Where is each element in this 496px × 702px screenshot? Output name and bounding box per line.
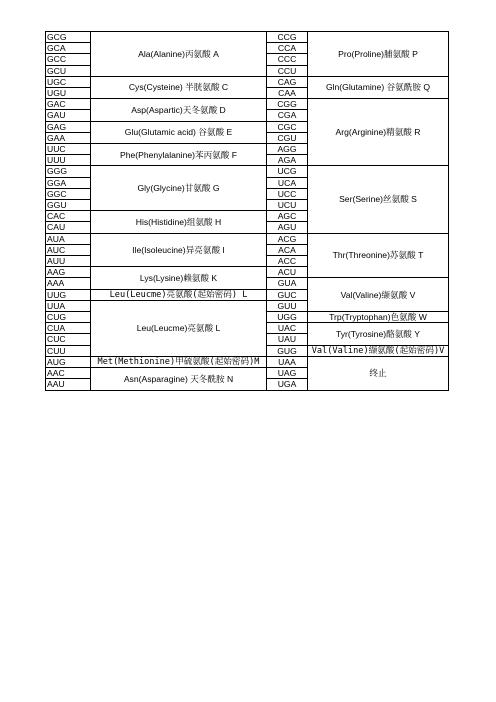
codon-cell: UCA — [267, 177, 308, 188]
codon-cell: CUG — [46, 312, 91, 323]
amino-acid-cell: Gly(Glycine)甘氨酸 G — [91, 166, 267, 211]
codon-cell: CAA — [267, 88, 308, 99]
codon-cell: CGG — [267, 99, 308, 110]
codon-cell: UUA — [46, 300, 91, 311]
codon-cell: AGA — [267, 155, 308, 166]
table-row — [46, 166, 449, 177]
amino-acid-cell: Ala(Alanine)丙氨酸 A — [91, 32, 267, 77]
codon-cell: GGU — [46, 200, 91, 211]
codon-cell: UUG — [46, 289, 91, 300]
amino-acid-cell: Ser(Serine)丝氨酸 S — [308, 166, 449, 233]
amino-acid-cell: Glu(Glutamic acid) 谷氨酸 E — [91, 121, 267, 143]
amino-acid-cell: Gln(Glutamine) 谷氨酰胺 Q — [308, 76, 449, 98]
codon-cell: AGC — [267, 211, 308, 222]
codon-cell: UAG — [267, 368, 308, 379]
amino-acid-cell: Leu(Leucme)亮氨酸(起始密码) L — [91, 289, 267, 300]
codon-cell: UAU — [267, 334, 308, 345]
amino-acid-cell: Lys(Lysine)赖氨酸 K — [91, 267, 267, 289]
codon-cell: ACC — [267, 256, 308, 267]
codon-cell: UGG — [267, 312, 308, 323]
codon-cell: GAU — [46, 110, 91, 121]
codon-cell: CCA — [267, 43, 308, 54]
codon-cell: ACG — [267, 233, 308, 244]
table-row — [46, 76, 449, 87]
codon-cell: ACU — [267, 267, 308, 278]
codon-cell: UGC — [46, 76, 91, 87]
table-row — [46, 32, 449, 43]
amino-acid-cell: Val(Valine)缬氨酸 V — [308, 278, 449, 312]
codon-cell: UUC — [46, 144, 91, 155]
amino-acid-cell: Asn(Asparagine) 天冬酰胺 N — [91, 368, 267, 390]
codon-table — [45, 31, 449, 391]
codon-cell: GGG — [46, 166, 91, 177]
amino-acid-cell: Trp(Tryptophan)色氨酸 W — [308, 312, 449, 323]
amino-acid-cell: Thr(Threonine)苏氨酸 T — [308, 233, 449, 278]
codon-cell: GCU — [46, 65, 91, 76]
codon-cell: AUC — [46, 244, 91, 255]
codon-cell: GUU — [267, 300, 308, 311]
codon-cell: AAA — [46, 278, 91, 289]
table-row — [46, 99, 449, 110]
codon-cell: GCC — [46, 54, 91, 65]
amino-acid-cell: Met(Methionine)甲硫氨酸(起始密码)M — [91, 356, 267, 367]
codon-cell: CGU — [267, 132, 308, 143]
codon-cell: GUA — [267, 278, 308, 289]
codon-cell: GUG — [267, 345, 308, 356]
codon-cell: CCU — [267, 65, 308, 76]
codon-cell: UGA — [267, 379, 308, 390]
codon-cell: UGU — [46, 88, 91, 99]
codon-cell: CAC — [46, 211, 91, 222]
codon-cell: UAA — [267, 356, 308, 367]
amino-acid-cell: Cys(Cysteine) 半胱氨酸 C — [91, 76, 267, 98]
codon-cell: CUU — [46, 345, 91, 356]
codon-cell: GAC — [46, 99, 91, 110]
amino-acid-cell: His(Histidine)组氨酸 H — [91, 211, 267, 233]
codon-cell: UCU — [267, 200, 308, 211]
table-row — [46, 233, 449, 244]
codon-cell: AAG — [46, 267, 91, 278]
codon-cell: AUA — [46, 233, 91, 244]
amino-acid-cell: Leu(Leucme)亮氨酸 L — [91, 300, 267, 356]
codon-cell: GUC — [267, 289, 308, 300]
codon-cell: CAU — [46, 222, 91, 233]
codon-cell: CGC — [267, 121, 308, 132]
codon-cell: CAG — [267, 76, 308, 87]
codon-cell: AUU — [46, 256, 91, 267]
amino-acid-cell: 终止 — [308, 356, 449, 390]
codon-cell: GCG — [46, 32, 91, 43]
amino-acid-cell: Arg(Arginine)精氨酸 R — [308, 99, 449, 166]
codon-cell: CUA — [46, 323, 91, 334]
amino-acid-cell: Val(Valine)缬氨酸(起始密码)V — [308, 345, 449, 356]
codon-cell: CUC — [46, 334, 91, 345]
codon-cell: UCG — [267, 166, 308, 177]
codon-cell: AGU — [267, 222, 308, 233]
codon-cell: AGG — [267, 144, 308, 155]
codon-cell: GGA — [46, 177, 91, 188]
amino-acid-cell: Phe(Phenylalanine)苯丙氨酸 F — [91, 144, 267, 166]
codon-cell: GGC — [46, 188, 91, 199]
codon-cell: CGA — [267, 110, 308, 121]
codon-cell: UAC — [267, 323, 308, 334]
amino-acid-cell: Asp(Aspartic)天冬氨酸 D — [91, 99, 267, 121]
codon-cell: AAC — [46, 368, 91, 379]
codon-cell: CCG — [267, 32, 308, 43]
codon-cell: GAA — [46, 132, 91, 143]
codon-cell: ACA — [267, 244, 308, 255]
table-row — [46, 356, 449, 367]
amino-acid-cell: Ile(Isoleucine)异亮氨酸 I — [91, 233, 267, 267]
amino-acid-cell: Tyr(Tyrosine)酪氨酸 Y — [308, 323, 449, 345]
codon-cell: AAU — [46, 379, 91, 390]
codon-cell: GCA — [46, 43, 91, 54]
codon-cell: CCC — [267, 54, 308, 65]
codon-cell: UCC — [267, 188, 308, 199]
codon-cell: UUU — [46, 155, 91, 166]
amino-acid-cell: Pro(Proline)脯氨酸 P — [308, 32, 449, 77]
codon-cell: AUG — [46, 356, 91, 367]
codon-cell: GAG — [46, 121, 91, 132]
